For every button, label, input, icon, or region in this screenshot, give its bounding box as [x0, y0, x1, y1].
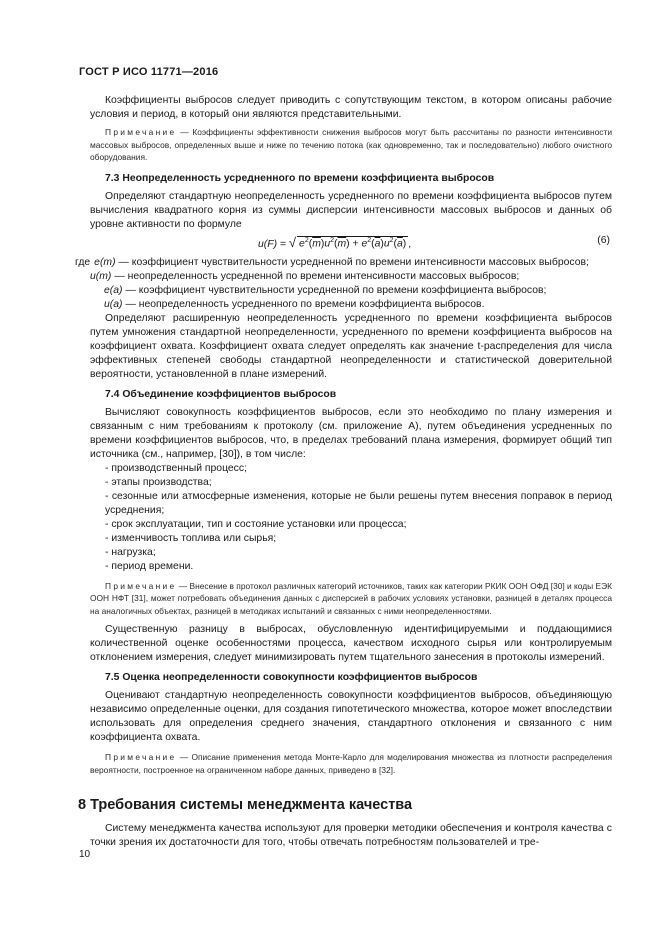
section-7-3-paragraph-1: Определяют стандартную неопределенность усредненного по времени коэффициента выбросов путем вычисления квадратного корня из суммы дисперсии интенсивности массовых выбросов и данных об уровне активности по формуле — [90, 190, 612, 230]
section-7-4-note: Примечание — Внесение в протокол различных категорий источников, таких как категории РКИК ООН ОФД [30] и коды ЕЭК ООН НФТ [31], может потребовать объединения данных с дисперсией в рабочих условиях установки, разницей в деталях процесса на аналогичных объектах, разницей в методиках испытаний и связанных с ними неопределенностями. — [90, 580, 613, 616]
list-item: - этапы производства; — [105, 476, 212, 488]
formula-expression: u(F) = √ $e^2(\overline{m})u^2(\overline{m}) + e^2(\overline{a})u^2(\overline{a})$ , — [258, 234, 412, 250]
note-label: Примечание — [105, 127, 177, 137]
page-number: 10 — [79, 849, 91, 860]
section-7-3-paragraph-2: Определяют расширенную неопределенность усредненного по времени коэффициента выбросов путем умножения стандартной неопределенности, усредненного по времени коэффициента выбросов на коэффициент охвата. Коэффициент охвата следует определять как значение t-распределения для числа эффективных степеней свободы стандартной неопределенности и статистической доверительной вероятности, установленной в плане измерений. — [90, 312, 612, 380]
page-header: ГОСТ Р ИСО 11771—2016 — [79, 66, 219, 78]
formula-number: (6) — [597, 234, 610, 246]
section-7-5-note: Примечание — Описание применения метода Монте-Карло для моделирования множества из плотности распределения вероятности, построенное на ограниченном наборе данных, приведено в [32]. — [90, 752, 612, 775]
definitions-list — [75, 256, 612, 312]
section-8-heading: 8 Требования системы менеджмента качества — [78, 797, 413, 813]
formula-6 — [90, 232, 612, 256]
section-7-5-heading: 7.5 Оценка неопределенности совокупности коэффициентов выбросов — [105, 672, 478, 683]
section-7-5-paragraph-1: Оценивают стандартную неопределенность совокупности коэффициентов выбросов, объединяющую независимо определенные оценки, для создания гипотетического множества, которое может впоследствии использовать для определения среднего значения, стандартного отклонения и связанного с ним коэффициента охвата. — [90, 690, 612, 743]
list-item: - производственный процесс; — [105, 462, 247, 474]
list-item: - изменчивость топлива или сырья; — [105, 532, 277, 544]
intro-note — [90, 126, 612, 164]
definition-item: u(a) — неопределенность усредненного по времени коэффициента выбросов. — [104, 298, 485, 310]
section-7-3-heading: 7.3 Неопределенность усредненного по времени коэффициента выбросов — [105, 172, 495, 184]
definition-item: где e(m) — коэффициент чувствительности усредненной по времени интенсивности массовых выбросов; — [75, 256, 589, 268]
note-text: — Коэффициенты эффективности снижения выбросов могут быть рассчитаны по разности интенсивности массовых выбросов, определенных выше и ниже по течению потока (как одновременно, так и последовательно) любого очистного оборудования. — [90, 127, 612, 162]
intro-paragraph: Коэффициенты выбросов следует приводить с сопутствующим текстом, в котором описаны рабочие условия и период, в который они являются представительными. — [90, 95, 612, 120]
list-item: - сезонные или атмосферные изменения, которые не были решены путем внесения поправок в период усреднения; — [105, 490, 612, 516]
list-item: - период времени. — [105, 560, 194, 572]
page-content — [75, 94, 613, 850]
list-item: - срок эксплуатации, тип и состояние установки или процесса; — [105, 518, 407, 530]
where-label: где — [75, 256, 91, 268]
section-7-4-heading: 7.4 Объединение коэффициентов выбросов — [105, 388, 337, 400]
definition-item: e(a) — коэффициент чувствительности усредненной по времени коэффициента выбросов; — [104, 284, 547, 296]
definition-item: u(m) — неопределенность усредненной по времени интенсивности массовых выбросов; — [90, 270, 520, 282]
section-7-4-paragraph-1: Вычисляют совокупность коэффициентов выбросов, если это необходимо по плану измерения и связанным с ним требованиям к протоколу (см. приложение А), путем объединения усредненных по времени коэффициентов выбросов, что, в пределах требований плана измерения, формирует общий тип источника (см., например, [30]), в том числе: — [90, 406, 612, 460]
section-8-paragraph-1: Систему менеджмента качества используют для проверки методики обеспечения и контроля качества с точки зрения их достаточности для того, чтобы отвечать потребностям пользователей и тре- — [90, 823, 612, 848]
list-item: - нагрузка; — [105, 546, 156, 558]
section-7-4-paragraph-2: Существенную разницу в выбросах, обусловленную идентифицируемыми и поддающимися количественной оценке особенностями процесса, качеством исходного сырья или контролируемым отклонением измерения, следует минимизировать путем тщательного занесения в протоколы измерений. — [90, 624, 612, 663]
